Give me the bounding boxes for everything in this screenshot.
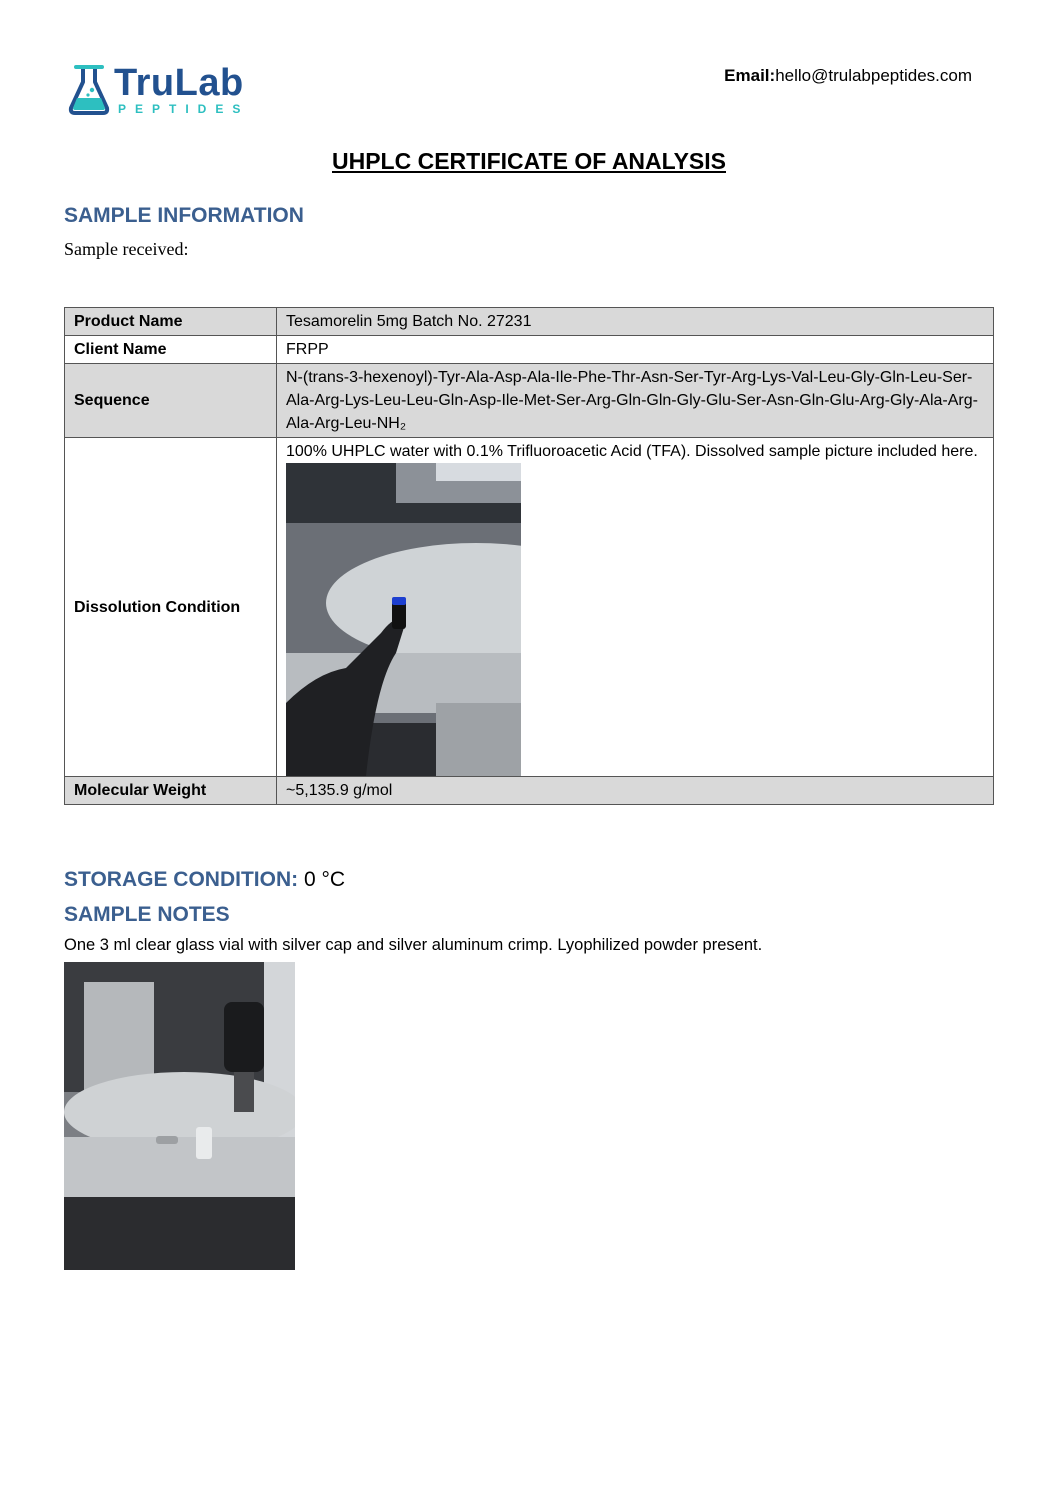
storage-condition [64, 868, 345, 892]
sample-vial-photo [64, 962, 295, 1270]
email-label: Email: [724, 66, 776, 85]
dissolution-value: 100% UHPLC water with 0.1% Trifluoroacetic Acid (TFA). Dissolved sample picture included here. [286, 443, 978, 460]
table-row [65, 364, 994, 438]
sample-received: Sample received: [64, 239, 189, 259]
sample-notes-heading: SAMPLE NOTES [64, 903, 230, 926]
sample-information-heading: SAMPLE INFORMATION [64, 204, 304, 227]
sequence-label: Sequence [65, 364, 277, 438]
client-name-label: Client Name [65, 336, 277, 364]
logo-wordmark: TruLab [114, 62, 244, 104]
logo-subtitle: PEPTIDES [118, 102, 250, 116]
company-logo [66, 62, 276, 118]
table-row [65, 438, 994, 777]
sample-notes-text: One 3 ml clear glass vial with silver cap and silver aluminum crimp. Lyophilized powder present. [64, 936, 763, 954]
product-name-value: Tesamorelin 5mg Batch No. 27231 [277, 308, 994, 336]
flask-logo-icon [68, 64, 110, 116]
storage-heading: STORAGE CONDITION: [64, 868, 299, 891]
dissolution-label: Dissolution Condition [65, 438, 277, 777]
email-value[interactable]: hello@trulabpeptides.com [775, 66, 972, 85]
table-row [65, 777, 994, 805]
contact-email [724, 66, 972, 86]
storage-value: 0 °C [303, 868, 346, 891]
molecular-weight-label: Molecular Weight [65, 777, 277, 805]
table-row [65, 308, 994, 336]
client-name-value: FRPP [277, 336, 994, 364]
product-name-label: Product Name [65, 308, 277, 336]
page-title: UHPLC CERTIFICATE OF ANALYSIS [332, 148, 726, 174]
table-row [65, 336, 994, 364]
sequence-value: N-(trans-3-hexenoyl)-Tyr-Ala-Asp-Ala-Ile-Phe-Thr-Asn-Ser-Tyr-Arg-Lys-Val-Leu-Gly-Gln-Leu-Ser-Ala-Arg-Lys-Leu-Leu-Gln-Asp-Ile-Met-Ser-Arg-Gln-Gln-Gly-Glu-Ser-Asn-Gln-Glu-Arg-Gly-Ala-Arg-Ala-Arg-Leu-NH₂ [277, 364, 994, 438]
sample-info-table [64, 307, 994, 805]
molecular-weight-value: ~5,135.9 g/mol [277, 777, 994, 805]
dissolved-sample-photo [286, 463, 521, 776]
